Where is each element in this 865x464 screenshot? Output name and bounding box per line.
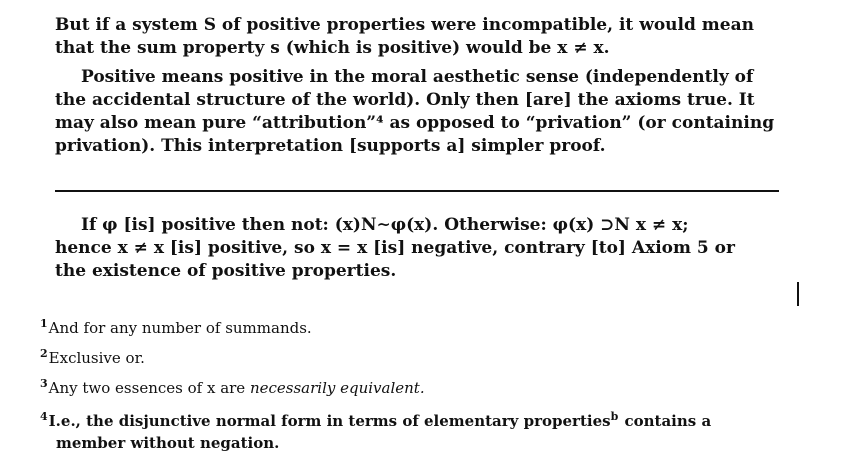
text-line: that the sum property s (which is positive) would be x ≠ x. [55, 38, 610, 58]
footnote-3 [40, 378, 425, 398]
footnote-1 [40, 318, 312, 338]
text-line: If φ [is] positive then not: (x)N∼φ(x). Otherwise: φ(x) ⊃N x ≠ x; [81, 215, 689, 235]
paragraph-incompatible-system [55, 14, 785, 60]
paragraph-positive-meaning [55, 66, 785, 158]
text-line: But if a system S of positive properties were incompatible, it would mean [55, 15, 754, 35]
horizontal-divider [55, 190, 779, 192]
text-line: hence x ≠ x [is] positive, so x = x [is] negative, contrary [to] Axiom 5 or [55, 238, 735, 258]
footnote-marker: 3 [40, 377, 48, 390]
text-line: privation). This interpretation [supports a] simpler proof. [55, 136, 606, 156]
footnote-text: And for any number of summands. [48, 319, 312, 337]
text-line: the existence of positive properties. [55, 261, 397, 281]
footnote-text-after: contains a [619, 412, 712, 430]
footnote-text: I.e., the disjunctive normal form in terms of elementary properties [48, 412, 611, 430]
paragraph-proof [55, 214, 785, 283]
footnote-marker: 1 [40, 317, 48, 330]
footnote-marker: 2 [40, 347, 48, 360]
text-line: the accidental structure of the world). Only then [are] the axioms true. It [55, 90, 755, 110]
footnote-italic-text: necessarily equivalent. [249, 379, 425, 397]
footnote-marker: 4 [40, 410, 48, 423]
text-cursor [797, 282, 799, 306]
text-line: may also mean pure “attribution”⁴ as opposed to “privation” (or containing [55, 113, 775, 133]
text-line: Positive means positive in the moral aesthetic sense (independently of [81, 67, 754, 87]
footnote-text: Any two essences of x are [48, 379, 250, 397]
footnote-4 [40, 410, 855, 454]
footnote-superscript: b [610, 410, 619, 423]
footnote-continuation: member without negation. [56, 434, 280, 452]
footnote-2 [40, 348, 145, 368]
footnote-text: Exclusive or. [48, 349, 145, 367]
